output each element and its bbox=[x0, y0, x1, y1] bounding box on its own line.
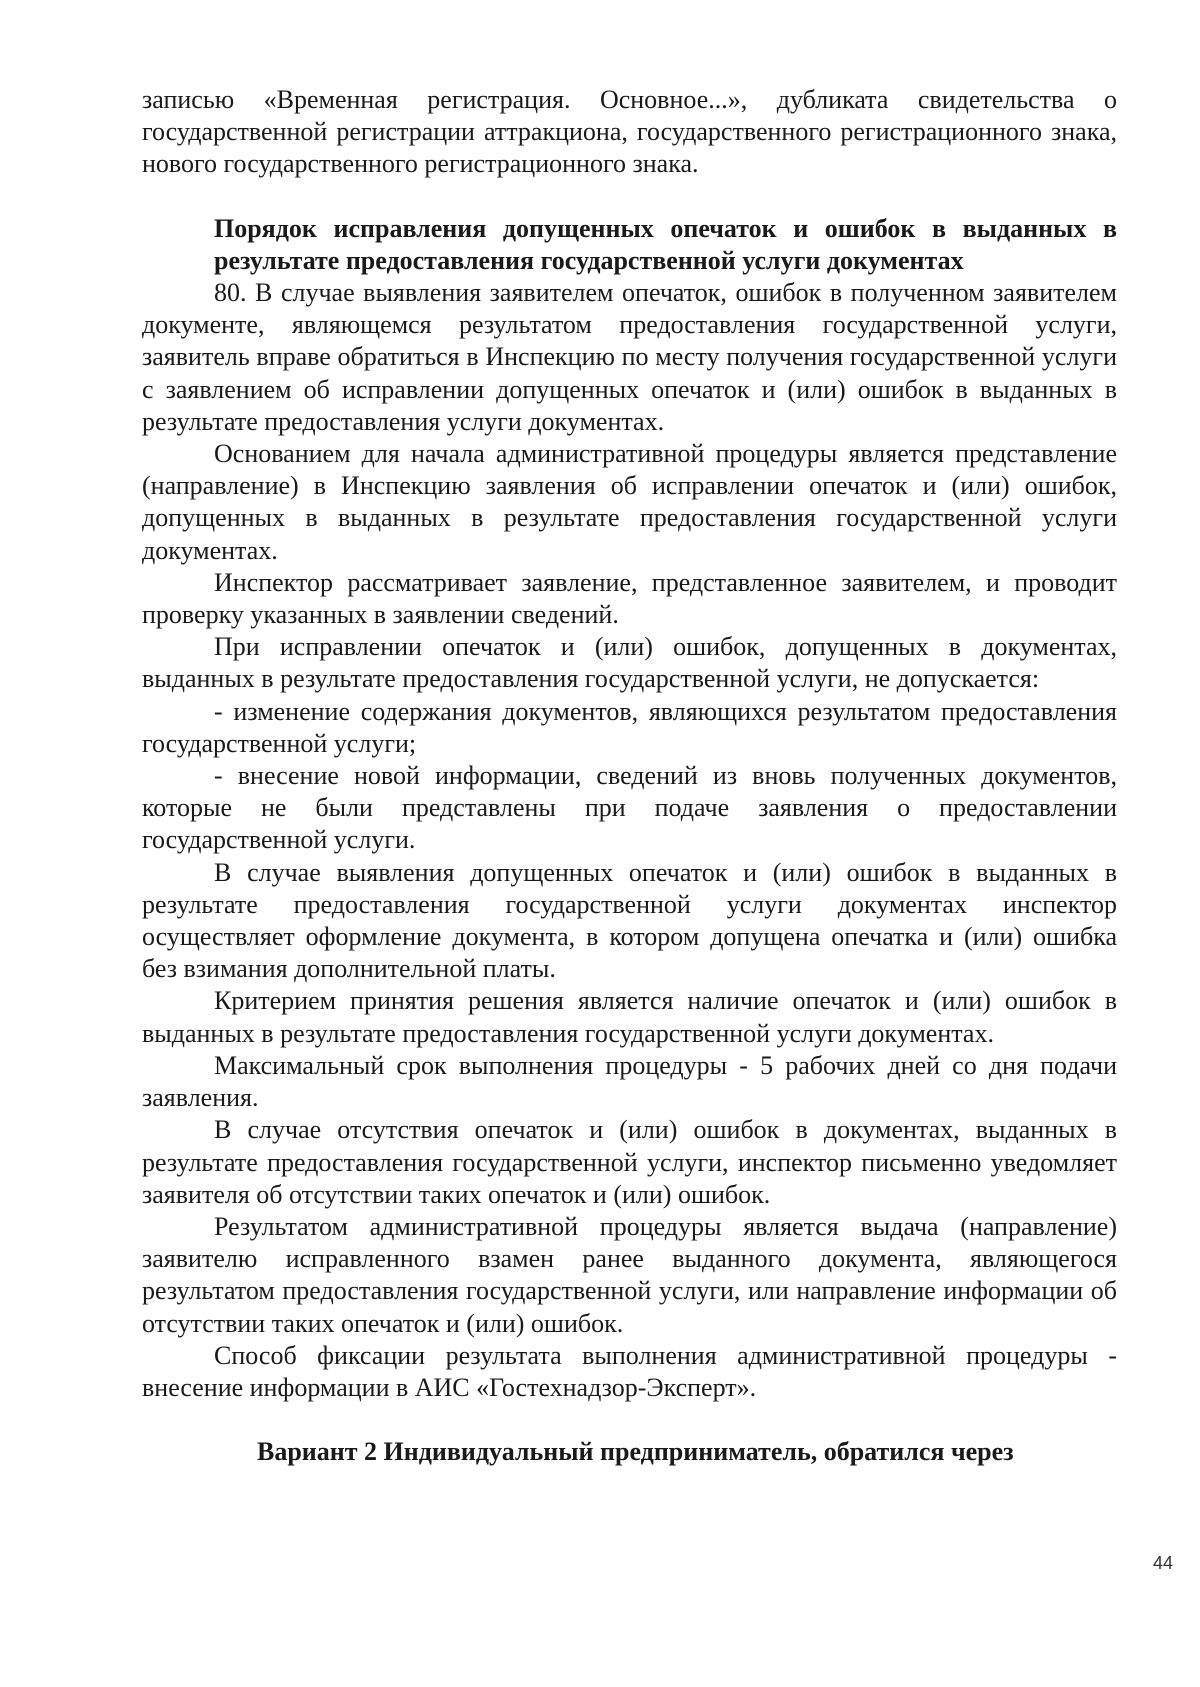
list-item-content-change: - изменение содержания документов, являющихся результатом предоставления государственной услуги; bbox=[142, 696, 1117, 758]
paragraph-continuation: записью «Временная регистрация. Основное...», дубликата свидетельства о государственной регистрации аттракциона, государственного регистрационного знака, нового государственного регистрационного знака. bbox=[142, 85, 1117, 179]
paragraph-correction: В случае выявления допущенных опечаток и (или) ошибок в выданных в результате предоставления государственной услуги документах инспектор осуществляет оформление документа, в котором допущена опечатка и (или) ошибка без взимания дополнительной платы. bbox=[142, 857, 1117, 984]
paragraph-result: Результатом административной процедуры является выдача (направление) заявителю исправленного взамен ранее выданного документа, являющегося результатом предоставления государственной услуги, или направление информации об отсутствии таких опечаток и (или) ошибок. bbox=[142, 1211, 1117, 1338]
document-body bbox=[142, 84, 1117, 1468]
list-item-new-info: - внесение новой информации, сведений из вновь полученных документов, которые не были представлены при подаче заявления о предоставлении государственной услуги. bbox=[142, 761, 1117, 855]
paragraph-basis: Основанием для начала административной процедуры является представление (направление) в Инспекцию заявления об исправлении опечаток и (или) ошибок, допущенных в выданных в результате предоставления государственной услуги документах. bbox=[142, 439, 1117, 565]
section-heading: Порядок исправления допущенных опечаток и ошибок в выданных в результате предоставления государственной услуги документах bbox=[214, 213, 1117, 275]
paragraph-max-term: Максимальный срок выполнения процедуры - 5 рабочих дней со дня подачи заявления. bbox=[142, 1050, 1117, 1113]
paragraph-not-allowed: При исправлении опечаток и (или) ошибок, допущенных в документах, выданных в результате предоставления государственной услуги, не допускается: bbox=[142, 632, 1117, 694]
page-number: 44 bbox=[1152, 1553, 1173, 1573]
paragraph-inspector-review: Инспектор рассматривает заявление, представленное заявителем, и проводит проверку указанных в заявлении сведений. bbox=[142, 567, 1117, 630]
variant-heading: Вариант 2 Индивидуальный предприниматель, обратился через bbox=[257, 1437, 1014, 1467]
paragraph-fixation: Способ фиксации результата выполнения административной процедуры - внесение информации в АИС «Гостехнадзор-Эксперт». bbox=[142, 1340, 1117, 1402]
paragraph-criterion: Критерием принятия решения является наличие опечаток и (или) ошибок в выданных в результате предоставления государственной услуги документах. bbox=[142, 986, 1117, 1048]
paragraph-no-errors: В случае отсутствия опечаток и (или) ошибок в документах, выданных в результате предоставления государственной услуги, инспектор письменно уведомляет заявителя об отсутствии таких опечаток и (или) ошибок. bbox=[142, 1115, 1117, 1209]
paragraph-80: 80. В случае выявления заявителем опечаток, ошибок в полученном заявителем документе, являющемся результатом предоставления государственной услуги, заявитель вправе обратиться в Инспекцию по месту получения государственной услуги с заявлением об исправлении допущенных опечаток и (или) ошибок в выданных в результате предоставления услуги документах. bbox=[142, 278, 1117, 436]
